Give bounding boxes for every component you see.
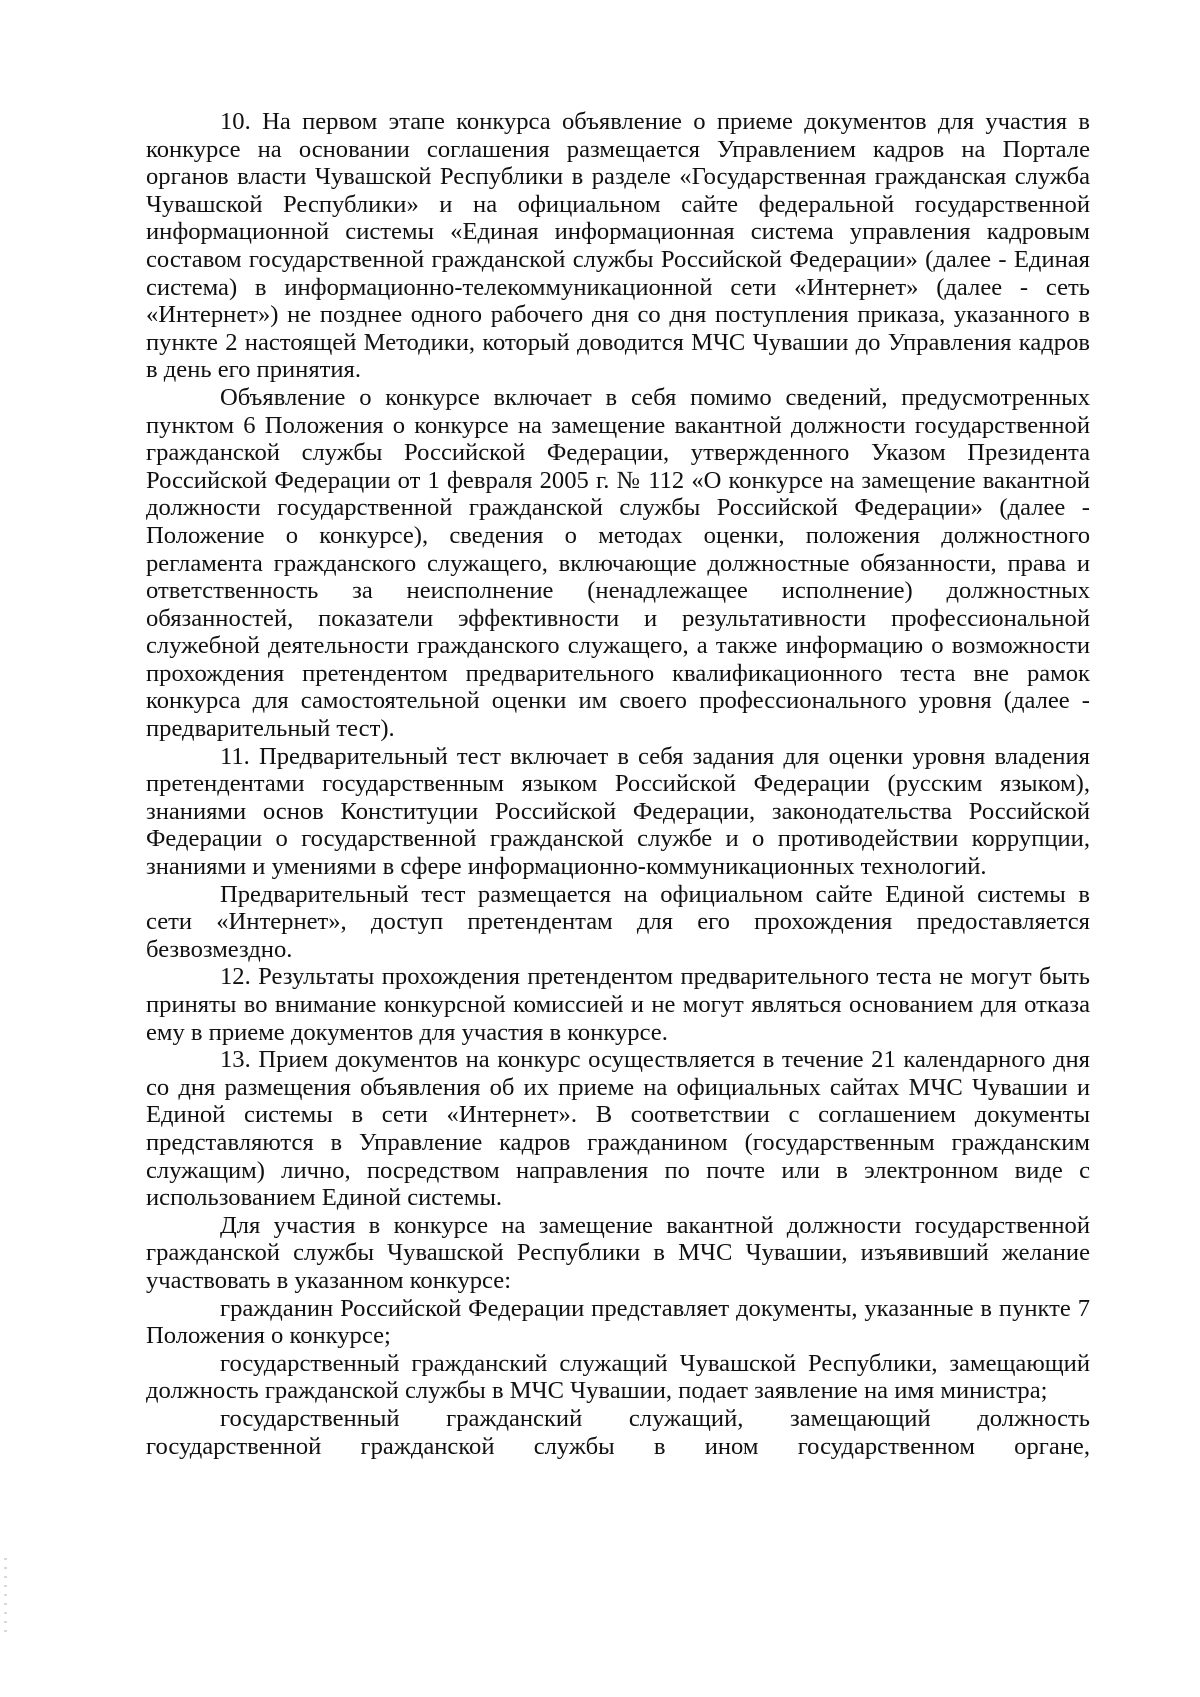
paragraph-citizen: гражданин Российской Федерации представляет документы, указанные в пункте 7 Положения о конкурсе;: [146, 1294, 1090, 1350]
paragraph-11: 11. Предварительный тест включает в себя задания для оценки уровня владения претендентами государственным языком Российской Федерации (русским языком), знаниями основ Конституции Российской Федерации, законодательства Российской Федерации о государственной гражданской службе и о противодействии коррупции, знаниями и умениями в сфере информационно-коммуникационных технологий.: [146, 742, 1090, 881]
paragraph-13: 13. Прием документов на конкурс осуществляется в течение 21 календарного дня со дня размещения объявления об их приеме на официальных сайтах МЧС Чувашии и Единой системы в сети «Интернет». В соответствии с соглашением документы представляются в Управление кадров гражданином (государственным гражданским служащим) лично, посредством направления по почте или в электронном виде с использованием Единой системы.: [146, 1046, 1090, 1212]
scan-edge-marks: [4, 1558, 7, 1638]
paragraph-announcement-contents: Объявление о конкурсе включает в себя помимо сведений, предусмотренных пунктом 6 Положения о конкурсе на замещение вакантной должности государственной гражданской службы Российской Федерации, утвержденного Указом Президента Российской Федерации от 1 февраля 2005 г. № 112 «О конкурсе на замещение вакантной должности государственной гражданской службы Российской Федерации» (далее - Положение о конкурсе), сведения о методах оценки, положения должностного регламента гражданского служащего, включающие должностные обязанности, права и ответственность за неисполнение (ненадлежащее исполнение) должностных обязанностей, показатели эффективности и результативности профессиональной служебной деятельности гражданского служащего, а также информацию о возможности прохождения претендентом предварительного квалификационного теста вне рамок конкурса для самостоятельной оценки им своего профессионального уровня (далее - предварительный тест).: [146, 383, 1090, 743]
paragraph-participation: Для участия в конкурсе на замещение вакантной должности государственной гражданской службы Чувашской Республики в МЧС Чувашии, изъявивший желание участвовать в указанном конкурсе:: [146, 1211, 1090, 1294]
paragraph-other-body-servant: государственный гражданский служащий, замещающий должность государственной гражданской службы в ином государственном органе,: [146, 1404, 1090, 1460]
document-body: [146, 108, 1090, 1460]
paragraph-10: 10. На первом этапе конкурса объявление о приеме документов для участия в конкурсе на основании соглашения размещается Управлением кадров на Портале органов власти Чувашской Республики в разделе «Государственная гражданская служба Чувашской Республики» и на официальном сайте федеральной государственной информационной системы «Единая информационная система управления кадровым составом государственной гражданской службы Российской Федерации» (далее - Единая система) в информационно-телекоммуникационной сети «Интернет» (далее - сеть «Интернет») не позднее одного рабочего дня со дня поступления приказа, указанного в пункте 2 настоящей Методики, который доводится МЧС Чувашии до Управления кадров в день его принятия.: [146, 108, 1090, 384]
paragraph-12: 12. Результаты прохождения претендентом предварительного теста не могут быть приняты во внимание конкурсной комиссией и не могут являться основанием для отказа ему в приеме документов для участия в конкурсе.: [146, 963, 1090, 1046]
paragraph-test-placement: Предварительный тест размещается на официальном сайте Единой системы в сети «Интернет», доступ претендентам для его прохождения предоставляется безвозмездно.: [146, 880, 1090, 963]
paragraph-civil-servant: государственный гражданский служащий Чувашской Республики, замещающий должность гражданской службы в МЧС Чувашии, подает заявление на имя министра;: [146, 1349, 1090, 1405]
